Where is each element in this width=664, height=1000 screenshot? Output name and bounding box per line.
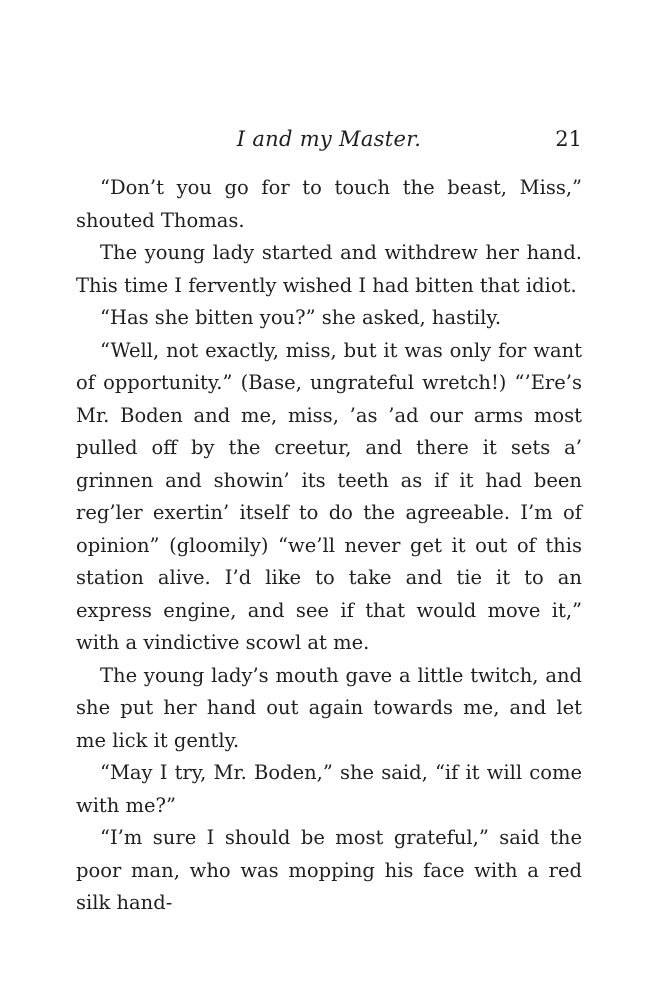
body-text: [76, 172, 582, 920]
running-title: I and my Master.: [236, 127, 422, 151]
running-head: [76, 122, 582, 156]
paragraph-7: “I’m sure I should be most grateful,” said the poor man, who was mopping his face with a red silk hand-: [76, 826, 582, 914]
paragraph-4: “Well, not exactly, miss, but it was only for want of opportunity.” (Base, ungrateful wretch!) “’Ere’s Mr. Boden and me, miss, ’as ’ad our arms most pulled off by the creetur, and there it sets a’ grinnen and showin’ its teeth as if it had been reg’ler exertin’ itself to do the agreeable. I’m of opinion” (gloomily) “we’ll never get it out of this station alive. I’d like to take and tie it to an express engine, and see if that would move it,” with a vindictive scowl at me.: [76, 338, 582, 654]
paragraph-5: The young lady’s mouth gave a little twitch, and she put her hand out again towards me, and let me lick it gently.: [76, 663, 582, 752]
page-number: 21: [555, 127, 582, 151]
paragraph-6: “May I try, Mr. Boden,” she said, “if it will come with me?”: [76, 761, 582, 817]
paragraph-3: “Has she bitten you?” she asked, hastily.: [100, 306, 502, 329]
paragraph-2: The young lady started and withdrew her hand. This time I fervently wished I had bitten that idiot.: [76, 241, 582, 297]
paragraph-1: “Don’t you go for to touch the beast, Miss,” shouted Thomas.: [76, 176, 582, 232]
